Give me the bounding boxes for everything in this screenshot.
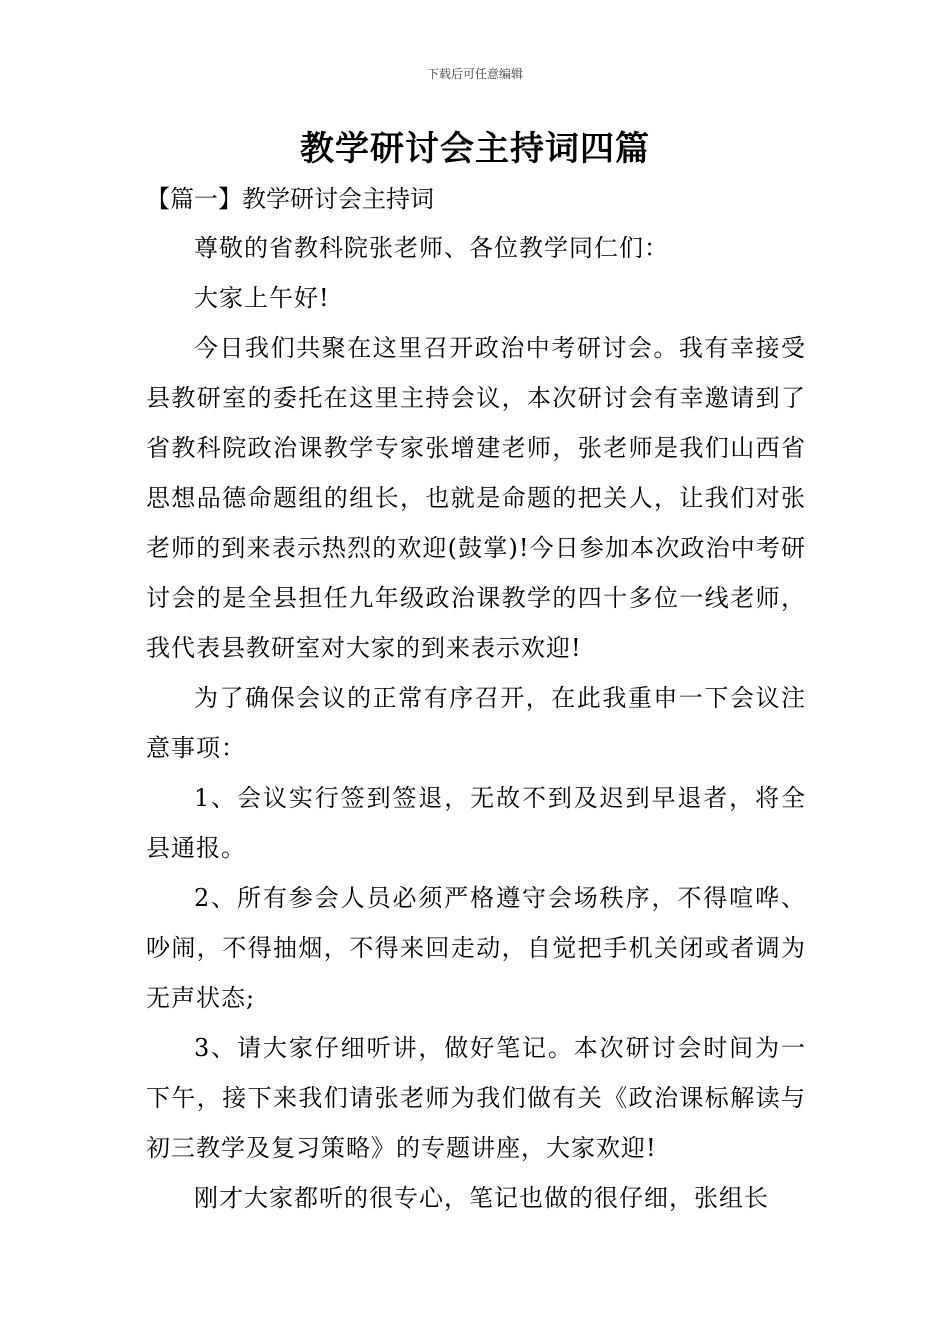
paragraph-introduction: 今日我们共聚在这里召开政治中考研讨会。我有幸接受县教研室的委托在这里主持会议，本次研讨会有幸邀请到了省教科院政治课教学专家张增建老师，张老师是我们山西省思想品德命题组的组长，也就是命题的把关人，让我们对张老师的到来表示热烈的欢迎(鼓掌)!今日参加本次政治中考研讨会的是全县担任九年级政治课教学的四十多位一线老师，我代表县教研室对大家的到来表示欢迎! — [146, 334, 806, 662]
paragraph-closing: 刚才大家都听的很专心，笔记也做的很仔细，张组长 — [194, 1184, 769, 1212]
page-header-note: 下载后可任意编辑 — [426, 67, 523, 81]
paragraph-rule-3: 3、请大家仔细听讲，做好笔记。本次研讨会时间为一下午，接下来我们请张老师为我们做有关《政治课标解读与初三教学及复习策略》的专题讲座，大家欢迎! — [146, 1034, 806, 1162]
paragraph-rule-1: 1、会议实行签到签退，无故不到及迟到早退者，将全县通报。 — [146, 784, 806, 862]
paragraph-notice-intro: 为了确保会议的正常有序召开，在此我重申一下会议注意事项： — [146, 684, 806, 762]
section-heading: 【篇一】教学研讨会主持词 — [146, 185, 434, 213]
document-body — [146, 223, 806, 1223]
paragraph-rule-2: 2、所有参会人员必须严格遵守会场秩序，不得喧哗、吵闹，不得抽烟，不得来回走动，自觉把手机关闭或者调为无声状态; — [146, 884, 806, 1012]
document-title: 教学研讨会主持词四篇 — [300, 129, 650, 169]
paragraph-salutation: 大家上午好! — [194, 284, 330, 312]
paragraph-greeting: 尊敬的省教科院张老师、各位教学同仁们： — [194, 234, 669, 262]
